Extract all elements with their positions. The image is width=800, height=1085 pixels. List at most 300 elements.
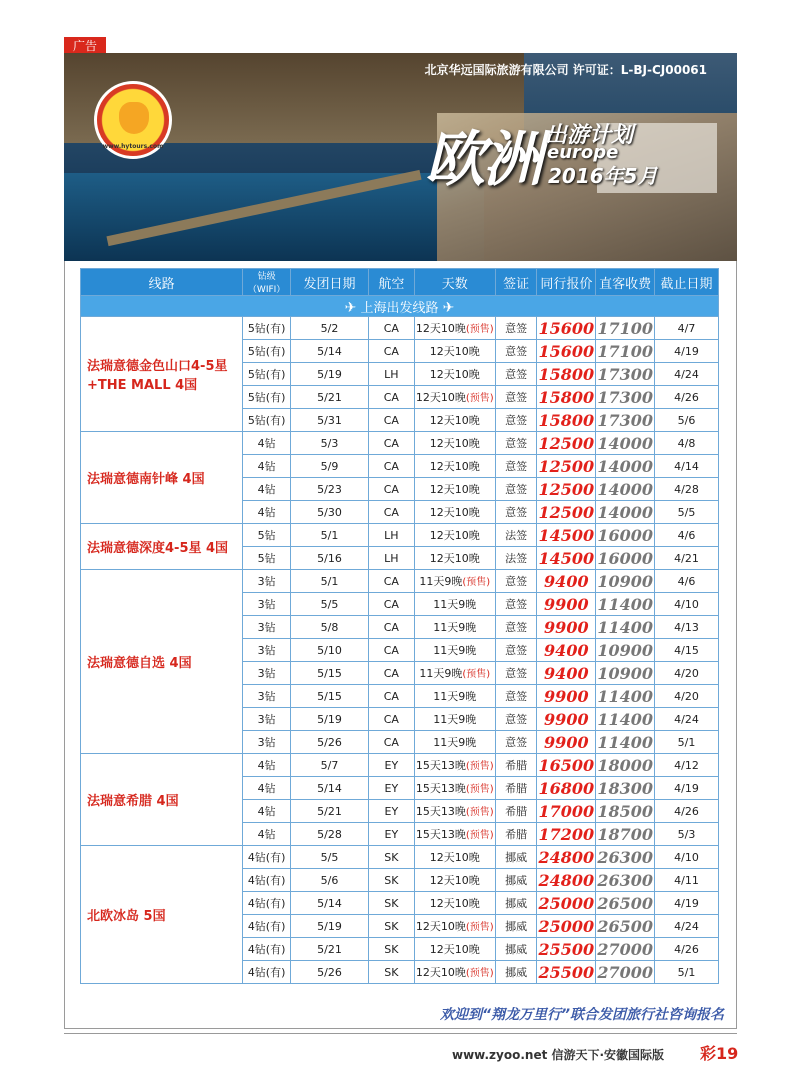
- deadline-cell: 4/12: [655, 754, 719, 777]
- visa-cell: 挪威: [495, 892, 537, 915]
- hero-river: [64, 173, 484, 261]
- days-text: 12天10晚: [429, 874, 480, 887]
- table-row: [81, 570, 719, 593]
- direct-price-cell: 26300: [597, 847, 653, 867]
- peer-price-cell: 24800: [538, 847, 595, 867]
- date-cell: 5/21: [290, 938, 368, 961]
- visa-cell: 意签: [495, 386, 537, 409]
- visa-cell: 意签: [495, 501, 537, 524]
- airline-cell: EY: [369, 823, 415, 846]
- deadline-cell: 4/19: [655, 340, 719, 363]
- direct-price-cell: 18300: [597, 778, 653, 798]
- direct-price-cell: 18000: [597, 755, 653, 775]
- visa-cell: 意签: [495, 662, 537, 685]
- peer-price-cell: 24800: [538, 870, 595, 890]
- airline-cell: SK: [369, 846, 415, 869]
- peer-price-cell: 9900: [537, 731, 596, 754]
- level-cell: 3钻: [243, 685, 291, 708]
- presale-tag: (预售): [465, 324, 494, 335]
- airline-cell: SK: [369, 869, 415, 892]
- deadline-cell: 4/21: [655, 547, 719, 570]
- days-text: 12天10晚: [429, 483, 480, 496]
- header-date: 发团日期: [290, 269, 368, 296]
- visa-cell: 意签: [495, 317, 537, 340]
- airline-cell: CA: [369, 386, 415, 409]
- deadline-cell: 5/6: [655, 409, 719, 432]
- peer-price-cell: 14500: [538, 525, 595, 545]
- level-cell: 4钻: [243, 501, 291, 524]
- direct-price-cell: 14000: [597, 433, 653, 453]
- peer-price-cell: 15800: [538, 387, 595, 407]
- airline-cell: LH: [369, 363, 415, 386]
- level-cell: 4钻: [243, 777, 291, 800]
- direct-price-cell: 27000: [597, 962, 653, 982]
- peer-price-cell: 9400: [537, 639, 596, 662]
- peer-price-cell: 9900: [537, 616, 596, 639]
- plane-icon: ✈: [344, 299, 357, 316]
- deadline-cell: 4/20: [655, 662, 719, 685]
- date-cell: 5/10: [290, 639, 368, 662]
- route-name: 法瑞意德自选 4国: [81, 570, 243, 754]
- peer-price-cell: 12500: [538, 479, 595, 499]
- airline-cell: CA: [369, 478, 415, 501]
- presale-tag: (预售): [465, 830, 494, 841]
- airline-cell: CA: [369, 570, 415, 593]
- peer-price-cell: 9400: [537, 570, 596, 593]
- date-cell: 5/23: [290, 478, 368, 501]
- presale-tag: (预售): [465, 761, 494, 772]
- peer-price-cell: 9900: [537, 708, 596, 731]
- header-visa: 签证: [495, 269, 537, 296]
- peer-price-cell: 9900: [537, 593, 596, 616]
- days-cell: [414, 455, 495, 478]
- date-cell: 5/8: [290, 616, 368, 639]
- date-cell: 5/5: [290, 593, 368, 616]
- days-cell: [414, 662, 495, 685]
- days-cell: [414, 547, 495, 570]
- days-cell: [414, 800, 495, 823]
- level-cell: 3钻: [243, 662, 291, 685]
- visa-cell: 意签: [495, 708, 537, 731]
- deadline-cell: 4/15: [655, 639, 719, 662]
- days-cell: [414, 915, 495, 938]
- visa-cell: 意签: [495, 409, 537, 432]
- deadline-cell: 5/1: [655, 961, 719, 984]
- deadline-cell: 4/14: [655, 455, 719, 478]
- days-text: 11天9晚: [419, 667, 463, 680]
- visa-cell: 意签: [495, 639, 537, 662]
- direct-price-cell: 17300: [597, 387, 653, 407]
- peer-price-cell: 25000: [538, 916, 595, 936]
- airline-cell: CA: [369, 616, 415, 639]
- route-name: 法瑞意希腊 4国: [81, 754, 243, 846]
- peer-price-cell: 15600: [538, 318, 595, 338]
- deadline-cell: 4/10: [655, 846, 719, 869]
- date-cell: 5/30: [290, 501, 368, 524]
- days-text: 12天10晚: [429, 529, 480, 542]
- deadline-cell: 4/28: [655, 478, 719, 501]
- header-level: 钻级（WIFI）: [243, 269, 291, 296]
- date-cell: 5/14: [290, 892, 368, 915]
- hero-banner: [64, 53, 737, 261]
- direct-price-cell: 17100: [597, 341, 653, 361]
- days-text: 15天13晚: [415, 805, 466, 818]
- route-name: 法瑞意德金色山口4-5星 +THE MALL 4国: [81, 317, 243, 432]
- airline-cell: EY: [369, 777, 415, 800]
- deadline-cell: 4/6: [655, 524, 719, 547]
- deadline-cell: 4/24: [655, 708, 719, 731]
- airline-cell: CA: [369, 432, 415, 455]
- deadline-cell: 5/5: [655, 501, 719, 524]
- header-peer-price: 同行报价: [537, 269, 596, 296]
- days-cell: [414, 409, 495, 432]
- days-text: 12天10晚: [415, 966, 466, 979]
- visa-cell: 意签: [495, 363, 537, 386]
- section-label: 上海出发线路: [360, 300, 439, 316]
- direct-price-cell: 27000: [597, 939, 653, 959]
- direct-price-cell: 11400: [597, 686, 653, 706]
- days-text: 15天13晚: [415, 759, 466, 772]
- days-cell: [414, 478, 495, 501]
- days-text: 11天9晚: [433, 690, 477, 703]
- airline-cell: CA: [369, 639, 415, 662]
- date-cell: 5/1: [290, 570, 368, 593]
- days-cell: [414, 432, 495, 455]
- table-row: [81, 317, 719, 340]
- deadline-cell: 4/26: [655, 800, 719, 823]
- direct-price-cell: 11400: [597, 732, 653, 752]
- direct-price-cell: 18500: [597, 801, 653, 821]
- airline-cell: CA: [369, 501, 415, 524]
- direct-price-cell: 18700: [597, 824, 653, 844]
- date-cell: 5/1: [290, 524, 368, 547]
- airline-cell: SK: [369, 938, 415, 961]
- visa-cell: 希腊: [495, 823, 537, 846]
- section-row: [81, 296, 719, 317]
- level-cell: 5钻(有): [243, 340, 291, 363]
- days-text: 11天9晚: [419, 575, 463, 588]
- direct-price-cell: 26500: [597, 893, 653, 913]
- days-cell: [414, 570, 495, 593]
- table-row: [81, 754, 719, 777]
- days-cell: [414, 340, 495, 363]
- direct-price-cell: 17300: [597, 364, 653, 384]
- visa-cell: 希腊: [495, 754, 537, 777]
- presale-tag: (预售): [465, 784, 494, 795]
- visa-cell: 希腊: [495, 777, 537, 800]
- days-text: 11天9晚: [433, 598, 477, 611]
- level-cell: 4钻(有): [243, 892, 291, 915]
- days-cell: [414, 961, 495, 984]
- level-cell: 5钻(有): [243, 409, 291, 432]
- days-cell: [414, 777, 495, 800]
- visa-cell: 意签: [495, 731, 537, 754]
- peer-price-cell: 25500: [538, 962, 595, 982]
- level-cell: 4钻(有): [243, 915, 291, 938]
- airline-cell: CA: [369, 340, 415, 363]
- days-text: 12天10晚: [429, 414, 480, 427]
- route-name: 北欧冰岛 5国: [81, 846, 243, 984]
- direct-price-cell: 17100: [597, 318, 653, 338]
- table-row: [81, 432, 719, 455]
- deadline-cell: 4/24: [655, 915, 719, 938]
- airline-cell: CA: [369, 455, 415, 478]
- date-cell: 5/19: [290, 708, 368, 731]
- deadline-cell: 4/26: [655, 938, 719, 961]
- days-text: 11天9晚: [433, 713, 477, 726]
- visa-cell: 挪威: [495, 915, 537, 938]
- kangaroo-icon: [119, 102, 149, 134]
- days-text: 12天10晚: [415, 920, 466, 933]
- date-cell: 5/16: [290, 547, 368, 570]
- level-cell: 4钻(有): [243, 938, 291, 961]
- peer-price-cell: 15800: [538, 410, 595, 430]
- tour-table: [80, 268, 719, 984]
- airline-cell: CA: [369, 593, 415, 616]
- level-cell: 5钻: [243, 524, 291, 547]
- visa-cell: 意签: [495, 455, 537, 478]
- date-cell: 5/19: [290, 363, 368, 386]
- days-text: 12天10晚: [415, 391, 466, 404]
- date-cell: 5/3: [290, 432, 368, 455]
- days-text: 12天10晚: [429, 897, 480, 910]
- deadline-cell: 4/13: [655, 616, 719, 639]
- days-cell: [414, 317, 495, 340]
- days-text: 11天9晚: [433, 621, 477, 634]
- page-number: 彩19: [700, 1044, 739, 1063]
- level-cell: 4钻(有): [243, 846, 291, 869]
- presale-tag: (预售): [465, 922, 494, 933]
- date-cell: 5/5: [290, 846, 368, 869]
- direct-price-cell: 11400: [597, 617, 653, 637]
- deadline-cell: 4/26: [655, 386, 719, 409]
- date-cell: 5/14: [290, 340, 368, 363]
- visa-cell: 挪威: [495, 869, 537, 892]
- date-cell: 5/31: [290, 409, 368, 432]
- peer-price-cell: 17200: [538, 824, 595, 844]
- airline-cell: SK: [369, 961, 415, 984]
- level-cell: 3钻: [243, 593, 291, 616]
- peer-price-cell: 9400: [537, 662, 596, 685]
- peer-price-cell: 15800: [538, 364, 595, 384]
- days-cell: [414, 639, 495, 662]
- date-cell: 5/6: [290, 869, 368, 892]
- peer-price-cell: 16800: [538, 778, 595, 798]
- visa-cell: 意签: [495, 570, 537, 593]
- presale-tag: (预售): [465, 807, 494, 818]
- header-airline: 航空: [369, 269, 415, 296]
- date-cell: 5/19: [290, 915, 368, 938]
- peer-price-cell: 12500: [538, 502, 595, 522]
- peer-price-cell: 17000: [538, 801, 595, 821]
- direct-price-cell: 16000: [597, 525, 653, 545]
- peer-price-cell: 16500: [538, 755, 595, 775]
- level-cell: 3钻: [243, 616, 291, 639]
- days-cell: [414, 892, 495, 915]
- airline-cell: CA: [369, 685, 415, 708]
- level-cell: 5钻(有): [243, 386, 291, 409]
- header-deadline: 截止日期: [655, 269, 719, 296]
- level-cell: 4钻(有): [243, 961, 291, 984]
- footer-divider: [64, 1033, 737, 1034]
- deadline-cell: 4/10: [655, 593, 719, 616]
- days-text: 11天9晚: [433, 644, 477, 657]
- level-cell: 4钻: [243, 432, 291, 455]
- level-cell: 4钻: [243, 823, 291, 846]
- hero-subtitle: 出游计划: [545, 123, 634, 148]
- peer-price-cell: 15600: [538, 341, 595, 361]
- direct-price-cell: 11400: [597, 709, 653, 729]
- level-cell: 5钻(有): [243, 317, 291, 340]
- date-cell: 5/26: [290, 731, 368, 754]
- date-cell: 5/26: [290, 961, 368, 984]
- hero-subtitle-en: europe: [547, 142, 619, 163]
- table-body: [81, 317, 719, 984]
- visa-cell: 挪威: [495, 938, 537, 961]
- level-cell: 3钻: [243, 708, 291, 731]
- header-route: 线路: [81, 269, 243, 296]
- visa-cell: 法签: [495, 524, 537, 547]
- level-cell: 4钻: [243, 455, 291, 478]
- deadline-cell: 4/7: [655, 317, 719, 340]
- deadline-cell: 4/8: [655, 432, 719, 455]
- company-license: 北京华远国际旅游有限公司 许可证：L-BJ-CJ00061: [424, 63, 707, 77]
- peer-price-cell: 12500: [538, 456, 595, 476]
- level-cell: 4钻: [243, 478, 291, 501]
- route-name: 法瑞意德南针峰 4国: [81, 432, 243, 524]
- airline-cell: CA: [369, 317, 415, 340]
- days-cell: [414, 386, 495, 409]
- direct-price-cell: 10900: [597, 640, 653, 660]
- airline-cell: CA: [369, 409, 415, 432]
- ad-tag: 广告: [64, 37, 106, 55]
- deadline-cell: 4/20: [655, 685, 719, 708]
- days-cell: [414, 501, 495, 524]
- days-text: 12天10晚: [429, 345, 480, 358]
- level-cell: 4钻: [243, 800, 291, 823]
- deadline-cell: 4/6: [655, 570, 719, 593]
- visa-cell: 挪威: [495, 961, 537, 984]
- airline-cell: CA: [369, 662, 415, 685]
- presale-tag: (预售): [465, 968, 494, 979]
- airline-cell: CA: [369, 731, 415, 754]
- visa-cell: 挪威: [495, 846, 537, 869]
- days-text: 11天9晚: [433, 736, 477, 749]
- presale-tag: (预售): [462, 669, 491, 680]
- days-cell: [414, 869, 495, 892]
- direct-price-cell: 16000: [597, 548, 653, 568]
- days-cell: [414, 593, 495, 616]
- section-title: [81, 296, 719, 317]
- brand-logo: [94, 81, 172, 159]
- date-cell: 5/21: [290, 386, 368, 409]
- date-cell: 5/15: [290, 662, 368, 685]
- days-text: 12天10晚: [415, 322, 466, 335]
- visa-cell: 意签: [495, 340, 537, 363]
- date-cell: 5/2: [290, 317, 368, 340]
- days-cell: [414, 708, 495, 731]
- days-text: 12天10晚: [429, 851, 480, 864]
- date-cell: 5/14: [290, 777, 368, 800]
- airline-cell: SK: [369, 915, 415, 938]
- deadline-cell: 4/19: [655, 777, 719, 800]
- airline-cell: EY: [369, 800, 415, 823]
- level-cell: 3钻: [243, 570, 291, 593]
- days-cell: [414, 363, 495, 386]
- days-text: 12天10晚: [429, 368, 480, 381]
- header-days: 天数: [414, 269, 495, 296]
- date-cell: 5/21: [290, 800, 368, 823]
- level-cell: 5钻(有): [243, 363, 291, 386]
- visa-cell: 意签: [495, 593, 537, 616]
- table-row: [81, 524, 719, 547]
- direct-price-cell: 17300: [597, 410, 653, 430]
- airline-cell: CA: [369, 708, 415, 731]
- airline-cell: LH: [369, 547, 415, 570]
- direct-price-cell: 14000: [597, 456, 653, 476]
- deadline-cell: 5/3: [655, 823, 719, 846]
- direct-price-cell: 14000: [597, 502, 653, 522]
- visa-cell: 法签: [495, 547, 537, 570]
- level-cell: 5钻: [243, 547, 291, 570]
- direct-price-cell: 26300: [597, 870, 653, 890]
- deadline-cell: 4/11: [655, 869, 719, 892]
- days-cell: [414, 685, 495, 708]
- days-text: 12天10晚: [429, 460, 480, 473]
- deadline-cell: 4/19: [655, 892, 719, 915]
- footer-slogan: 欢迎到“翔龙万里行”联合发团旅行社咨询报名: [440, 1007, 725, 1023]
- hero-title: 欧洲: [425, 125, 541, 195]
- days-cell: [414, 524, 495, 547]
- days-text: 12天10晚: [429, 506, 480, 519]
- visa-cell: 意签: [495, 432, 537, 455]
- peer-price-cell: 25000: [538, 893, 595, 913]
- days-text: 12天10晚: [429, 943, 480, 956]
- level-cell: 3钻: [243, 731, 291, 754]
- days-text: 12天10晚: [429, 437, 480, 450]
- peer-price-cell: 12500: [538, 433, 595, 453]
- logo-url: www.hytours.com: [102, 143, 164, 150]
- days-cell: [414, 754, 495, 777]
- airline-cell: EY: [369, 754, 415, 777]
- visa-cell: 希腊: [495, 800, 537, 823]
- visa-cell: 意签: [495, 616, 537, 639]
- level-cell: 3钻: [243, 639, 291, 662]
- table-header: [81, 269, 719, 296]
- direct-price-cell: 10900: [597, 571, 653, 591]
- deadline-cell: 5/1: [655, 731, 719, 754]
- plane-icon: ✈: [442, 299, 455, 316]
- route-name: 法瑞意德深度4-5星 4国: [81, 524, 243, 570]
- level-cell: 4钻(有): [243, 869, 291, 892]
- presale-tag: (预售): [465, 393, 494, 404]
- days-cell: [414, 616, 495, 639]
- days-text: 15天13晚: [415, 782, 466, 795]
- header-direct-price: 直客收费: [596, 269, 655, 296]
- level-cell: 4钻: [243, 754, 291, 777]
- direct-price-cell: 26500: [597, 916, 653, 936]
- days-cell: [414, 823, 495, 846]
- date-cell: 5/7: [290, 754, 368, 777]
- direct-price-cell: 11400: [597, 594, 653, 614]
- days-cell: [414, 731, 495, 754]
- days-text: 15天13晚: [415, 828, 466, 841]
- deadline-cell: 4/24: [655, 363, 719, 386]
- presale-tag: (预售): [462, 577, 491, 588]
- direct-price-cell: 14000: [597, 479, 653, 499]
- direct-price-cell: 10900: [597, 663, 653, 683]
- visa-cell: 意签: [495, 685, 537, 708]
